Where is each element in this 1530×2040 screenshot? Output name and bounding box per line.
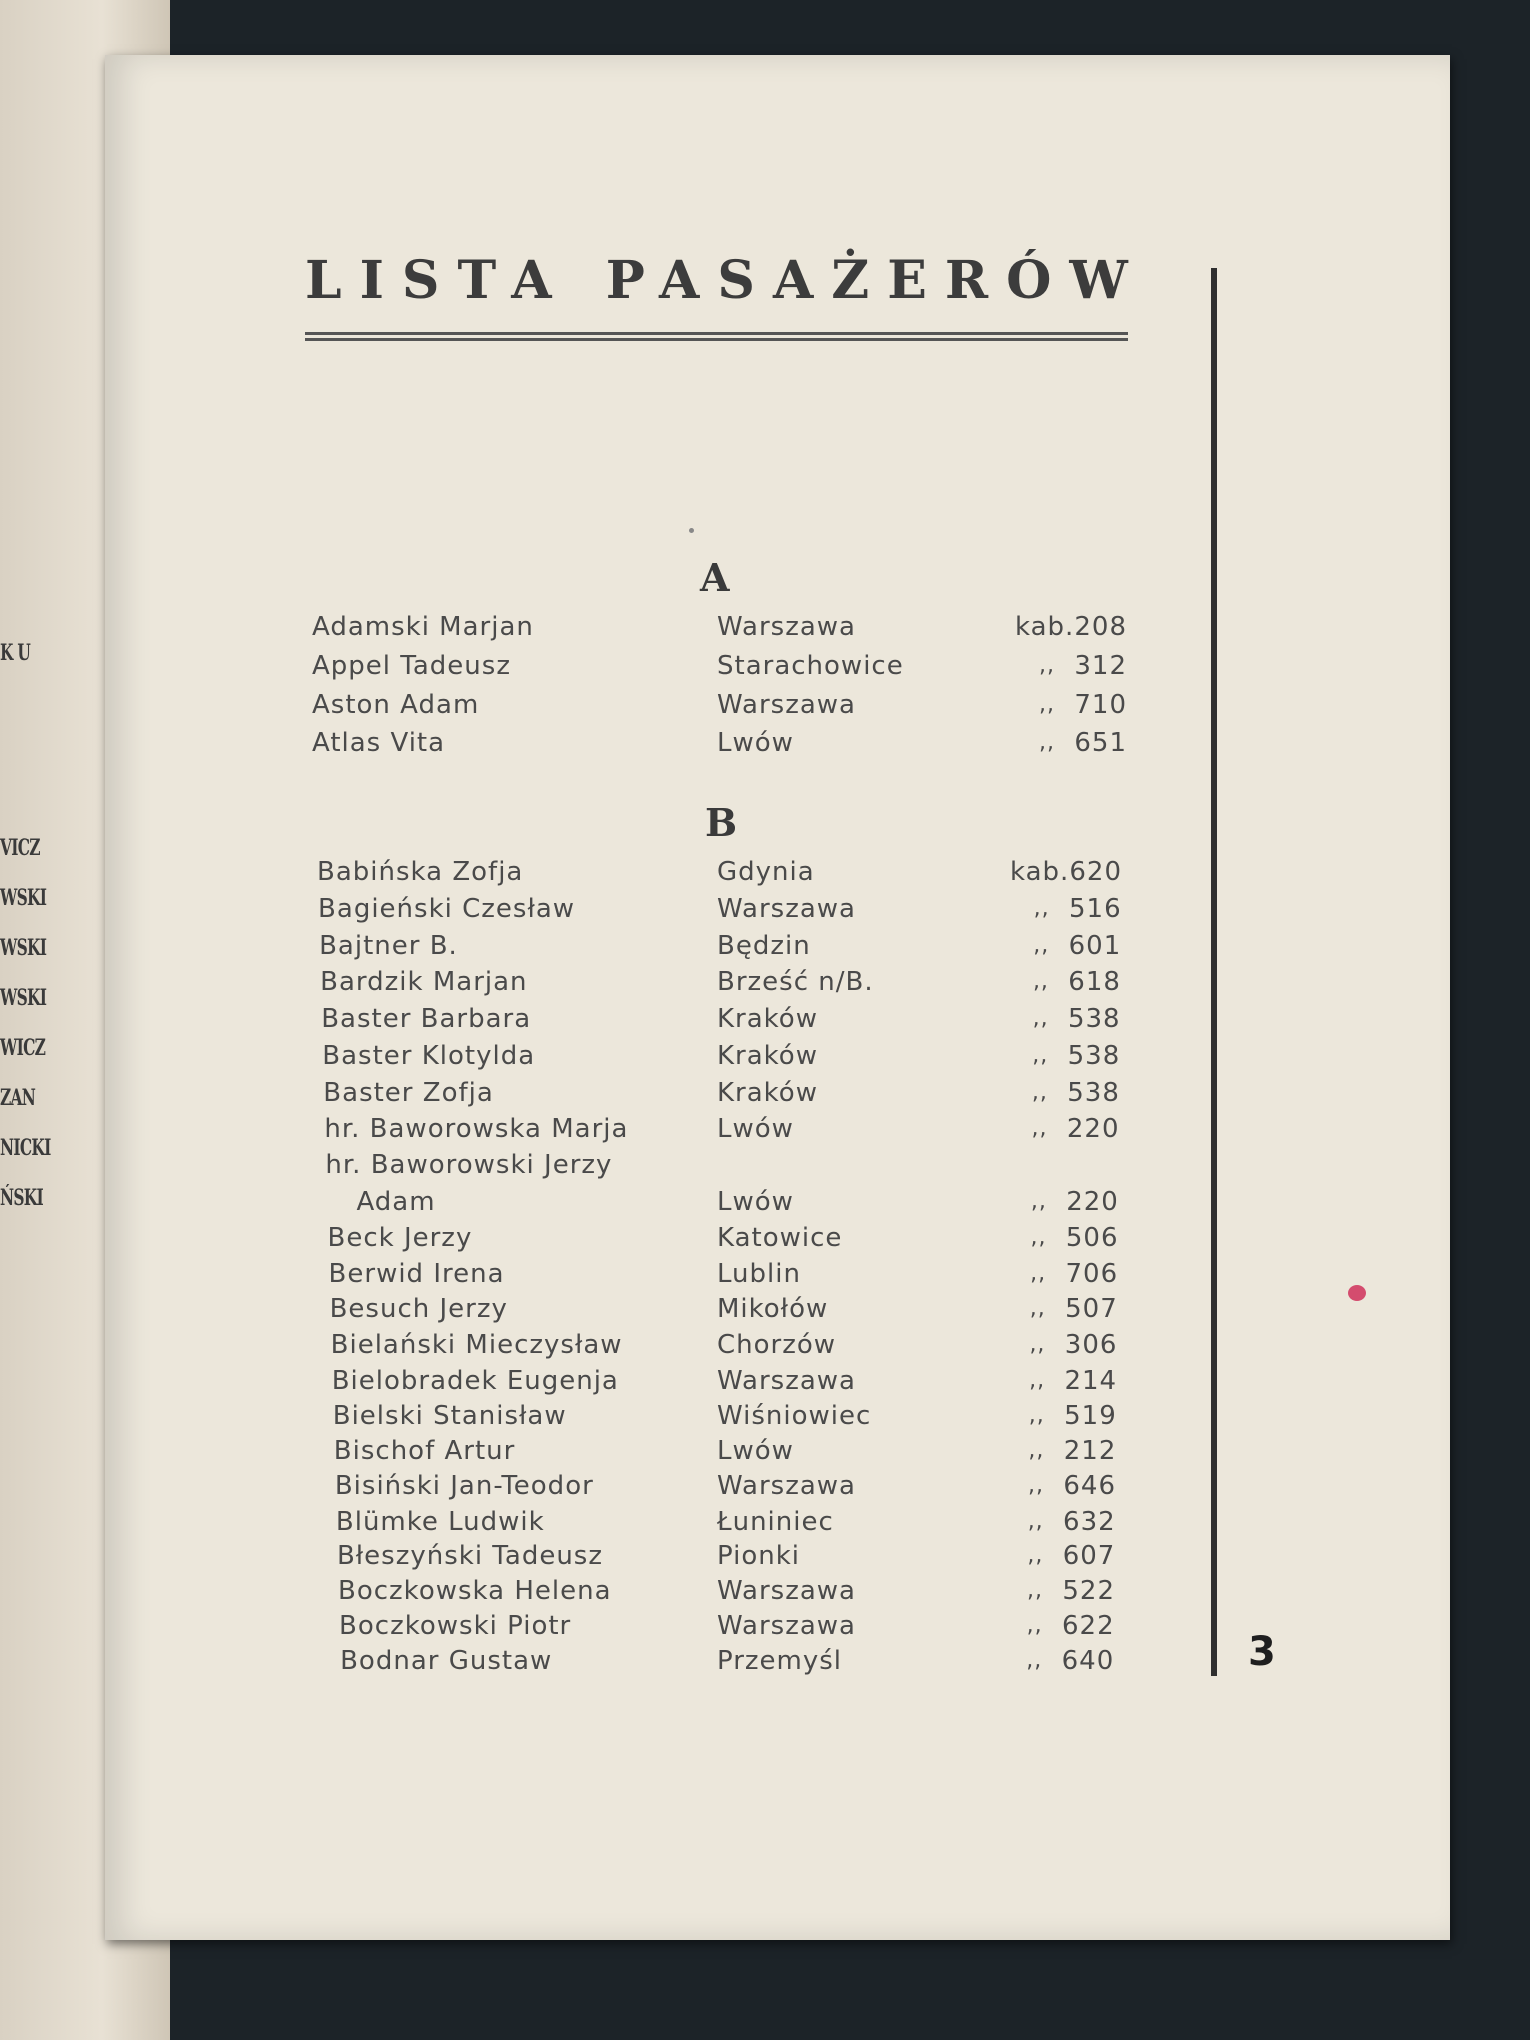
cabin-number: 507 [1065,1294,1118,1324]
cabin-number: 618 [1068,967,1121,997]
ditto-mark: ,, [1027,1578,1043,1603]
cabin-number: 607 [1062,1541,1116,1571]
passenger-city: Gdynia [717,857,815,887]
ditto-mark: ,, [1033,933,1050,958]
ditto-mark: ,, [1039,692,1055,717]
passenger-city: Brześć n/B. [716,967,874,997]
passenger-name: Bielański Mieczysław [330,1330,623,1360]
ditto-mark: ,, [1039,653,1055,678]
passenger-city: Chorzów [716,1330,837,1360]
passenger-name: Babińska Zofja [317,857,524,887]
passenger-name: Bischof Artur [333,1436,516,1466]
passenger-city: Kraków [717,1041,818,1071]
passenger-name: Aston Adam [312,690,480,720]
passenger-name: Adam [356,1187,436,1217]
ditto-mark: ,, [1029,1368,1046,1393]
page-number: 3 [1248,1629,1276,1675]
paper-speck [689,528,694,533]
section-letter: B [705,800,738,845]
cabin-number: 538 [1067,1078,1120,1108]
passenger-city: Przemyśl [716,1646,843,1676]
passenger-city: Warszawa [717,612,856,642]
ditto-mark: ,, [1027,1543,1044,1568]
facing-page-fragment: VICZ [0,835,40,861]
cabin-number: 622 [1062,1611,1115,1641]
passenger-city: Lublin [716,1259,801,1289]
cabin-number: 214 [1064,1366,1118,1396]
ditto-mark: ,, [1026,1648,1043,1673]
facing-page-fragment: ŃSKI [0,1185,43,1211]
ditto-mark: ,, [1033,896,1050,921]
ditto-mark: ,, [1032,969,1049,994]
page-title: LISTA PASAŻERÓW [305,250,1146,311]
ditto-mark: ,, [1026,1613,1043,1638]
passenger-name: Bisiński Jan-Teodor [334,1471,594,1501]
cabin-number: 306 [1064,1330,1118,1360]
facing-page-fragment: WICZ [0,1035,46,1061]
passenger-city: Pionki [716,1541,800,1571]
cabin-number: 220 [1066,1187,1119,1217]
passenger-name: Beck Jerzy [327,1223,473,1253]
facing-page-fragment: ZAN [0,1085,36,1111]
ditto-mark: ,, [1029,1296,1046,1321]
passenger-name: hr. Baworowska Marja [324,1114,629,1144]
cabin-number: 522 [1062,1576,1115,1606]
passenger-name: Bodnar Gustaw [340,1646,553,1676]
ditto-mark: ,, [1032,1043,1049,1068]
passenger-name: Bielobradek Eugenja [331,1366,619,1396]
passenger-name: Bardzik Marjan [320,967,528,997]
passenger-name: Bielski Stanisław [332,1401,567,1431]
cabin-number: 208 [1074,612,1127,642]
cabin-number: 601 [1068,931,1122,961]
cabin-prefix: kab. [1010,857,1070,887]
passenger-city: Wiśniowiec [717,1401,872,1431]
title-double-rule [305,332,1128,341]
passenger-city: Lwów [716,1436,794,1466]
passenger-name: Bagieński Czesław [318,894,576,924]
ditto-mark: ,, [1031,1080,1048,1105]
cabin-number: 651 [1074,728,1127,758]
cabin-number: 538 [1067,1041,1121,1071]
ink-stain [1348,1285,1366,1301]
passenger-name: Besuch Jerzy [329,1294,508,1324]
section-letter: A [700,555,730,600]
passenger-name: hr. Baworowski Jerzy [325,1150,613,1180]
passenger-city: Warszawa [717,690,856,720]
facing-page-fragment: NICKI [0,1135,51,1161]
cabin-number: 706 [1065,1259,1119,1289]
cabin-number: 646 [1063,1471,1117,1501]
cabin-number: 516 [1069,894,1122,924]
cabin-number: 212 [1063,1436,1117,1466]
cabin-number: 220 [1066,1114,1120,1144]
passenger-city: Warszawa [716,1471,856,1501]
passenger-name: Atlas Vita [312,728,446,758]
ditto-mark: ,, [1030,1261,1047,1286]
ditto-mark: ,, [1030,1189,1047,1214]
cabin-number: 632 [1063,1507,1116,1537]
passenger-city: Warszawa [717,1576,856,1606]
ditto-mark: ,, [1028,1473,1045,1498]
ditto-mark: ,, [1032,1006,1049,1031]
cabin-number: 620 [1069,857,1122,887]
passenger-city: Warszawa [716,894,856,924]
ditto-mark: ,, [1027,1509,1044,1534]
passenger-name: Baster Klotylda [322,1041,536,1071]
passenger-city: Mikołów [716,1294,829,1324]
passenger-name: Adamski Marjan [312,612,534,642]
cabin-number: 640 [1061,1646,1115,1676]
passenger-name: Bajtner B. [319,931,458,961]
ditto-mark: ,, [1039,730,1055,755]
facing-page-fragment: WSKI [0,885,47,911]
passenger-city: Lwów [716,1187,794,1217]
passenger-city: Lwów [717,728,794,758]
passenger-city: Lwów [716,1114,794,1144]
passenger-city: Będzin [716,931,811,961]
cabin-number: 312 [1074,651,1127,681]
ditto-mark: ,, [1028,1438,1045,1463]
cabin-prefix: kab. [1015,612,1075,642]
passenger-name: Błeszyński Tadeusz [336,1541,603,1571]
passenger-name: Appel Tadeusz [312,651,511,681]
passenger-name: Boczkowska Helena [338,1576,612,1606]
cabin-number: 506 [1065,1223,1119,1253]
passenger-name: Blümke Ludwik [335,1507,545,1537]
ditto-mark: ,, [1028,1403,1045,1428]
passenger-city: Kraków [716,1078,818,1108]
facing-page-fragment: K U [0,640,31,666]
passenger-list-page [105,55,1450,1940]
ditto-mark: ,, [1031,1116,1048,1141]
passenger-city: Katowice [717,1223,843,1253]
passenger-city: Łuniniec [716,1507,834,1537]
cabin-number: 710 [1074,690,1127,720]
passenger-name: Baster Zofja [323,1078,494,1108]
facing-page-fragment: WSKI [0,935,47,961]
passenger-name: Berwid Irena [328,1259,505,1289]
ditto-mark: ,, [1029,1332,1046,1357]
facing-page-fragment: WSKI [0,985,47,1011]
passenger-city: Starachowice [717,651,904,681]
passenger-city: Warszawa [716,1611,856,1641]
vertical-rule [1211,268,1217,1676]
passenger-name: Baster Barbara [321,1004,532,1034]
passenger-name: Boczkowski Piotr [339,1611,572,1641]
passenger-city: Kraków [716,1004,818,1034]
ditto-mark: ,, [1030,1225,1047,1250]
cabin-number: 538 [1067,1004,1121,1034]
cabin-number: 519 [1064,1401,1117,1431]
passenger-city: Warszawa [716,1366,856,1396]
